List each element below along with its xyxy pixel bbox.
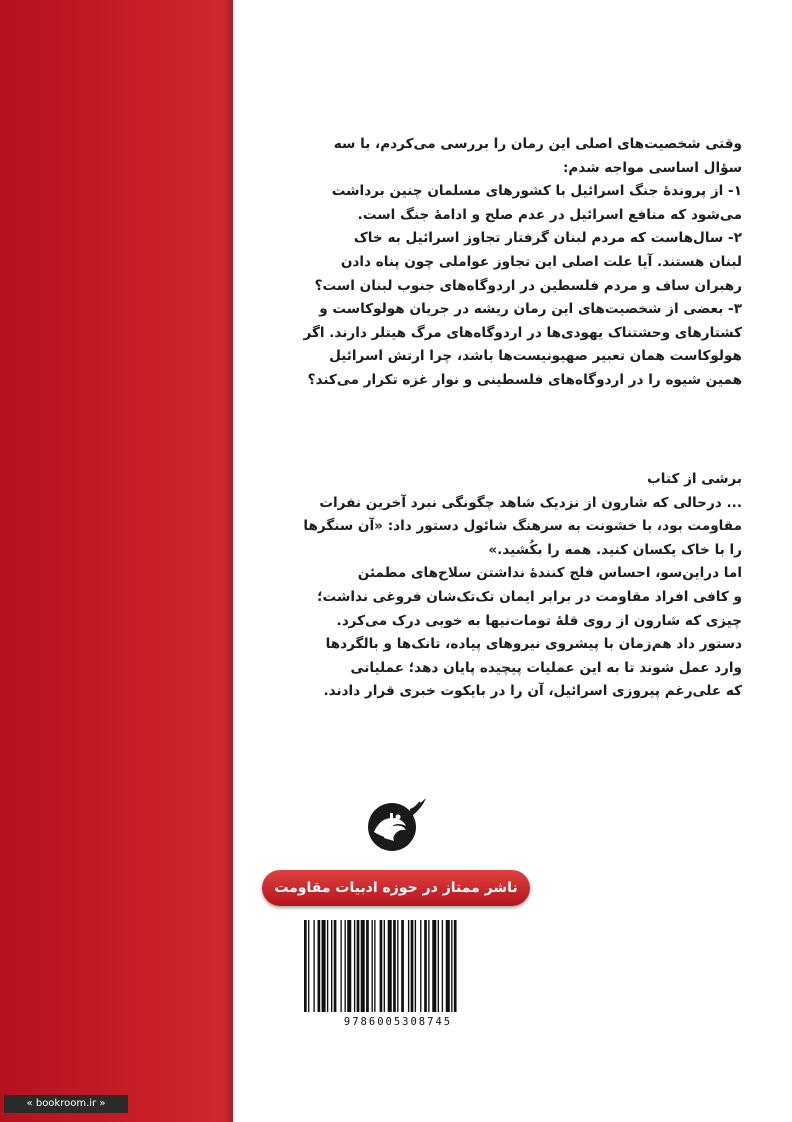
excerpt-line-2: مقاومت بود، با خشونت به سرهنگ شائول دستور داد: «آن سنگرها <box>303 518 742 535</box>
synopsis-line-9: کشتارهای وحشتناک یهودی‌ها در اردوگاه‌های مرگ هیتلر دارند. اگر <box>303 324 742 341</box>
publisher-logo-icon <box>360 796 430 856</box>
site-watermark: « bookroom.ir » <box>4 1095 128 1113</box>
barcode-digits: 9786005308745 <box>343 1016 453 1028</box>
synopsis-line-7: رهبران ساف و مردم فلسطین در اردوگاه‌های جنوب لبنان است؟ <box>314 277 742 294</box>
synopsis-line-5: ۲- سال‌هاست که مردم لبنان گرفتار تجاوز اسرائیل به خاک <box>353 230 742 247</box>
excerpt-line-9: که علی‌رغم پیروزی اسرائیل، آن را در بایکوت خبری قرار دادند. <box>323 683 742 700</box>
synopsis-line-3: ۱- از پروندۀ جنگ اسرائیل با کشورهای مسلمان چنین برداشت <box>331 183 742 200</box>
synopsis-line-2: سؤال اساسی مواجه شدم: <box>562 159 742 176</box>
publisher-tagline: ناشر ممتاز در حوزه ادبیات مقاومت <box>262 870 530 906</box>
synopsis-line-11: همین شیوه را در اردوگاه‌های فلسطینی و نوار غزه تکرار می‌کند؟ <box>307 371 742 388</box>
excerpt-line-1: ... درحالی که شارون از نزدیک شاهد چگونگی نبرد آخرین نفرات <box>319 494 742 511</box>
book-excerpt <box>232 468 742 704</box>
excerpt-line-7: دستور داد هم‌زمان با پیشروی نیروهای پیاده، تانک‌ها و بالگردها <box>325 636 742 653</box>
excerpt-line-5: و کافی افراد مقاومت در برابر ایمان تک‌تک‌شان فروغی نداشت؛ <box>317 588 742 605</box>
red-side-band <box>0 0 233 1122</box>
excerpt-line-6: چیزی که شارون از روی قلۀ تومات‌نیها به خوبی درک می‌کرد. <box>336 612 742 629</box>
excerpt-title: برشی از کتاب <box>647 471 742 487</box>
excerpt-line-4: اما دراین‌سو، احساس فلج کنندۀ نداشتن سلاح‌های مطمئن <box>357 565 742 582</box>
synopsis-line-6: لبنان هستند. آیا علت اصلی این تجاوز عواملی چون پناه دادن <box>340 253 742 270</box>
synopsis-line-8: ۳- بعضی از شخصیت‌های این رمان ریشه در جریان هولوکاست و <box>319 301 742 318</box>
synopsis-line-4: می‌شود که منافع اسرائیل در عدم صلح و ادامۀ جنگ است. <box>357 206 742 223</box>
synopsis-line-1: وقتی شخصیت‌های اصلی این رمان را بررسی می‌کردم، با سه <box>333 136 742 152</box>
excerpt-line-3: را با خاک یکسان کنید. همه را بکُشید.» <box>488 541 742 558</box>
excerpt-line-8: وارد عمل شوند تا به این عملیات پیچیده پایان دهد؛ عملیاتی <box>350 659 742 676</box>
synopsis-line-10: هولوکاست همان تعبیر صهیونیست‌ها باشد، چرا ارتش اسرائیل <box>329 348 742 365</box>
isbn-barcode <box>298 920 498 1034</box>
synopsis-text <box>232 133 742 393</box>
barcode-bars <box>300 920 496 1014</box>
